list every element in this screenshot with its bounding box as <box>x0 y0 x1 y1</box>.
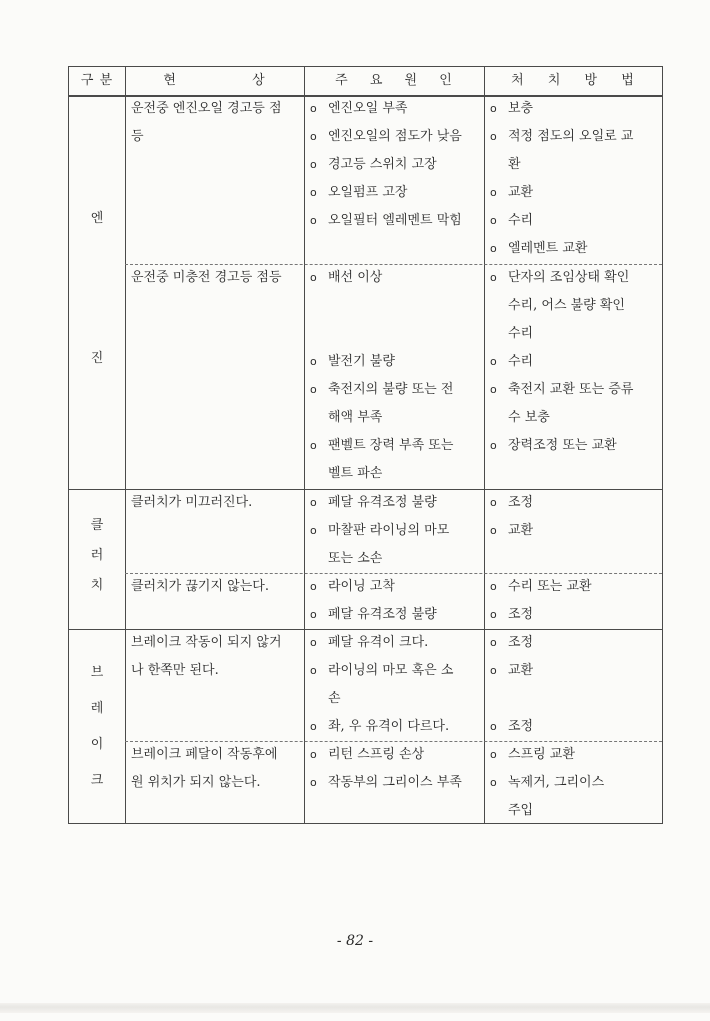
actions-clutch-slip: o 조정 o 교환 <box>490 489 660 545</box>
page-number: - 82 - <box>336 933 374 949</box>
category-clutch: 클 러 치 <box>90 518 104 593</box>
causes-clutch-slip: o 페달 유격조정 불량 o 마찰판 라이닝의 마모 또는 소손 <box>310 489 482 573</box>
col-divider <box>125 67 126 823</box>
header-cause: 주 요 원 인 <box>335 73 453 88</box>
col-divider <box>484 67 485 823</box>
actions-charge-warning: o 단자의 조임상태 확인 수리, 어스 불량 확인 수리 o 수리 o 축전지 교환 또는 증류 수 보충 o 장력조정 또는 교환 <box>490 264 660 460</box>
header-action: 처 치 방 법 <box>511 73 635 88</box>
category-brake: 브 레 이 크 <box>90 665 104 788</box>
troubleshooting-table <box>68 66 663 824</box>
category-engine-2: 진 <box>90 351 104 366</box>
actions-brake-return: o 스프링 교환 o 녹제거, 그리이스 주입 <box>490 741 660 825</box>
causes-brake-return: o 리턴 스프링 손상 o 작동부의 그리이스 부족 <box>310 741 482 797</box>
category-engine: 엔 <box>90 211 104 226</box>
causes-brake-fail: o 페달 유격이 크다. o 라이닝의 마모 혹은 소 손 o 좌, 우 유격이 다르다. <box>310 629 482 741</box>
causes-clutch-disengage: o 라이닝 고착 o 페달 유격조정 불량 <box>310 573 482 629</box>
symptom-clutch-slip: 클러치가 미끄러진다. <box>131 495 253 510</box>
col-divider <box>304 67 305 823</box>
causes-oil-warning: o 엔진오일 부족 o 엔진오일의 점도가 낮음 o 경고등 스위치 고장 o 오일펌프 고장 o 오일필터 엘레멘트 막힘 <box>310 95 482 235</box>
actions-oil-warning: o 보충 o 적정 점도의 오일로 교 환 o 교환 o 수리 o 엘레멘트 교환 <box>490 95 660 263</box>
symptom-oil-warning: 운전중 엔진오일 경고등 점 등 <box>131 101 282 144</box>
header-category: 구 분 <box>80 73 114 88</box>
header-symptom: 현 상 <box>163 73 266 88</box>
actions-clutch-disengage: o 수리 또는 교환 o 조정 <box>490 573 660 629</box>
symptom-clutch-disengage: 클러치가 끊기지 않는다. <box>131 579 269 594</box>
symptom-charge-warning: 운전중 미충전 경고등 점등 <box>131 270 282 285</box>
actions-brake-fail: o 조정 o 교환 o 조정 <box>490 629 660 741</box>
symptom-brake-return: 브레이크 페달이 작동후에 원 위치가 되지 않는다. <box>131 747 278 790</box>
causes-charge-warning: o 배선 이상 o 발전기 불량 o 축전지의 불량 또는 전 해액 부족 o 팬벨트 장력 부족 또는 벨트 파손 <box>310 264 482 488</box>
symptom-brake-fail: 브레이크 작동이 되지 않거 나 한쪽만 된다. <box>131 635 282 678</box>
scan-artifact <box>0 1003 710 1013</box>
